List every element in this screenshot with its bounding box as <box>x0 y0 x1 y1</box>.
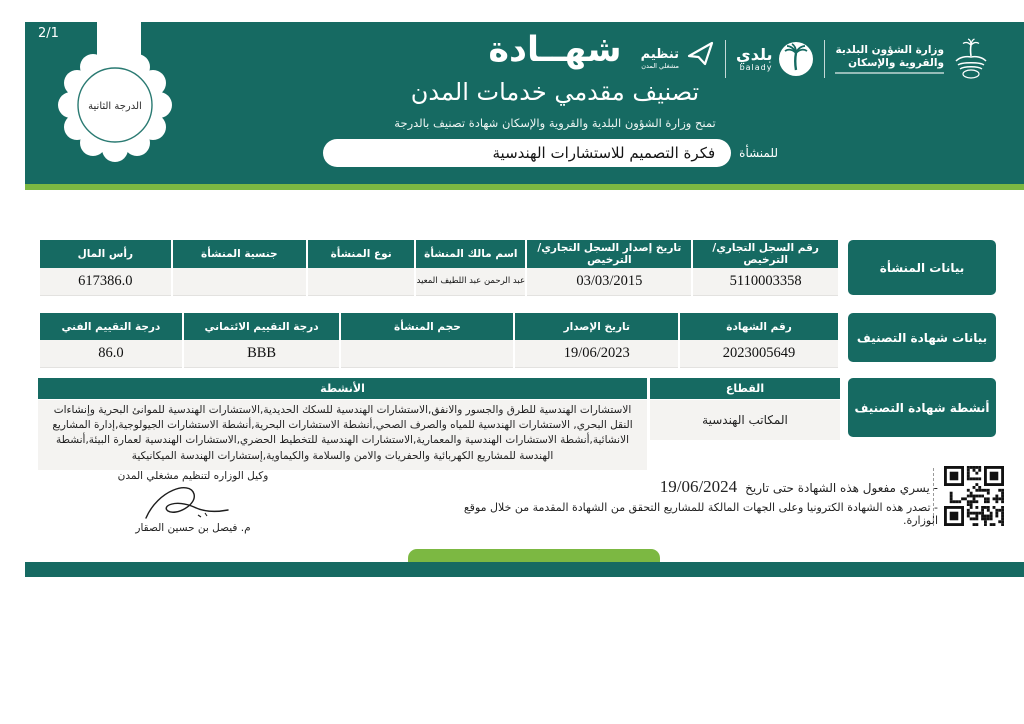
certificate-tagline: تمنح وزارة الشؤون البلدية والقروية والإسكان شهادة تصنيف بالدرجة <box>394 116 716 130</box>
ministry-subtext-line <box>835 72 944 75</box>
capital-value: 617386.0 <box>40 268 171 296</box>
electronic-note: - تصدر هذه الشهادة الكترونيا وعلى الجهات المالكة للمشاريع التحقق من الشهادة المقدمة من خلال موقع الوزارة. <box>463 501 938 527</box>
logo-divider <box>824 40 825 78</box>
column-header: نوع المنشأة <box>308 240 414 268</box>
owner-name-value: عبد الرحمن عبد اللطيف المعيد <box>416 268 525 296</box>
tanzim-logo <box>641 48 715 70</box>
establishment-table <box>38 240 840 296</box>
sector-header: القطاع <box>650 378 840 399</box>
balady-palm-icon <box>778 41 814 77</box>
qr-separator-line <box>933 468 934 526</box>
column-header: درجة التقييم الائتماني <box>184 313 340 340</box>
ministry-name-line2: والقروية والإسكان <box>848 56 944 69</box>
issue-date-value: 19/06/2023 <box>515 340 678 368</box>
tanzim-logo-sublabel: مشغلي المدن <box>641 61 680 70</box>
establishment-label: للمنشأة <box>739 146 778 160</box>
header-logos <box>641 30 992 88</box>
column-header: اسم مالك المنشأة <box>416 240 525 268</box>
footer-green-tab <box>408 549 660 563</box>
signatory-title: وكيل الوزاره لتنظيم مشغلي المدن <box>117 470 269 482</box>
table-header-row <box>40 240 838 268</box>
qr-code <box>944 466 1004 526</box>
establishment-nationality-value <box>173 268 306 296</box>
establishment-row <box>323 139 778 167</box>
credit-rating-value: BBB <box>184 340 340 368</box>
table-row <box>40 268 838 296</box>
establishment-name-field <box>323 139 731 167</box>
signature-block <box>88 470 298 534</box>
side-label-activities: أنشطة شهادة التصنيف <box>848 378 996 437</box>
activities-column <box>38 378 647 470</box>
sector-value: المكاتب الهندسية <box>650 400 840 440</box>
activities-header: الأنشطة <box>38 378 647 399</box>
certificate-table <box>38 313 840 368</box>
ministry-name-line1: وزارة الشؤون البلدية <box>835 43 944 56</box>
column-header: رقم السجل التجاري/ الترخيص <box>693 240 838 268</box>
register-number-value: 5110003358 <box>693 268 838 296</box>
signatory-name: م. فيصل بن حسين الصقار <box>135 522 251 534</box>
table-row <box>40 340 838 368</box>
header-lime-strip <box>25 184 1024 190</box>
establishment-name: فكرة التصميم للاستشارات الهندسية <box>492 144 716 162</box>
balady-logo-sublabel: balady <box>739 62 773 72</box>
logo-divider <box>725 40 726 78</box>
column-header: تاريخ الإصدار <box>515 313 678 340</box>
activities-section <box>38 378 840 470</box>
validity-date: 19/06/2024 <box>659 477 738 496</box>
degree-badge-label: الدرجة الثانية <box>88 101 142 112</box>
validity-note: - يسري مفعول هذه الشهادة حتى تاريخ <box>745 481 938 495</box>
technical-score-value: 86.0 <box>40 340 182 368</box>
activities-text: الاستشارات الهندسية للطرق والجسور والانفق,الاستشارات الهندسية للسكك الحديدية,الاستشارات الهندسية للموانئ البحرية وإنشاءات النقل البحري, الاستشارات الهندسية للمياه والصرف الصحي,أنشطة الاستشارات البحرية,أنشطة الاستشارات الجيولوجية,إدارة المشاريع الانشائية,أنشطة الاستشارات الهندسية والمعمارية,الاستشارات الهندسية للتخطيط الحضري,الاستشارات الهندسية لعمارة البيئة,أنشطة الهندسة للمشاريع الكهربائية والحفريات والامن والسلامة والكيماوية,إستشارات الهندسة الميكانيكية <box>38 400 647 470</box>
ministry-emblem-icon <box>950 36 992 82</box>
qr-code-icon <box>944 466 1004 526</box>
side-label-certificate-data: بيانات شهادة التصنيف <box>848 313 996 362</box>
column-header: تاريخ إصدار السجل التجاري/ الترخيص <box>527 240 691 268</box>
establishment-size-value <box>341 340 513 368</box>
balady-logo-label: بلدي <box>736 44 773 64</box>
certificate-number-value: 2023005649 <box>680 340 838 368</box>
column-header: حجم المنشأة <box>341 313 513 340</box>
register-issue-date-value: 03/03/2015 <box>527 268 691 296</box>
tanzim-logo-label: تنظيم <box>640 47 680 63</box>
certificate-title: شهــادة <box>488 30 622 70</box>
degree-seal-icon <box>58 48 172 162</box>
sector-column <box>650 378 840 470</box>
footer-notes <box>458 477 938 527</box>
signature-icon <box>128 482 258 526</box>
paper-plane-icon <box>685 39 715 69</box>
footer-teal-bar <box>25 562 1024 577</box>
column-header: جنسية المنشأة <box>173 240 306 268</box>
certificate-subtitle: تصنيف مقدمي خدمات المدن <box>410 78 700 106</box>
column-header: رقم الشهادة <box>680 313 838 340</box>
column-header: درجة التقييم الفني <box>40 313 182 340</box>
ministry-logo <box>835 36 992 82</box>
table-header-row <box>40 313 838 340</box>
side-label-establishment-data: بيانات المنشأة <box>848 240 996 295</box>
establishment-type-value <box>308 268 414 296</box>
validity-line <box>458 477 938 497</box>
page-number: 2/1 <box>38 26 59 41</box>
balady-logo <box>736 41 814 77</box>
column-header: رأس المال <box>40 240 171 268</box>
